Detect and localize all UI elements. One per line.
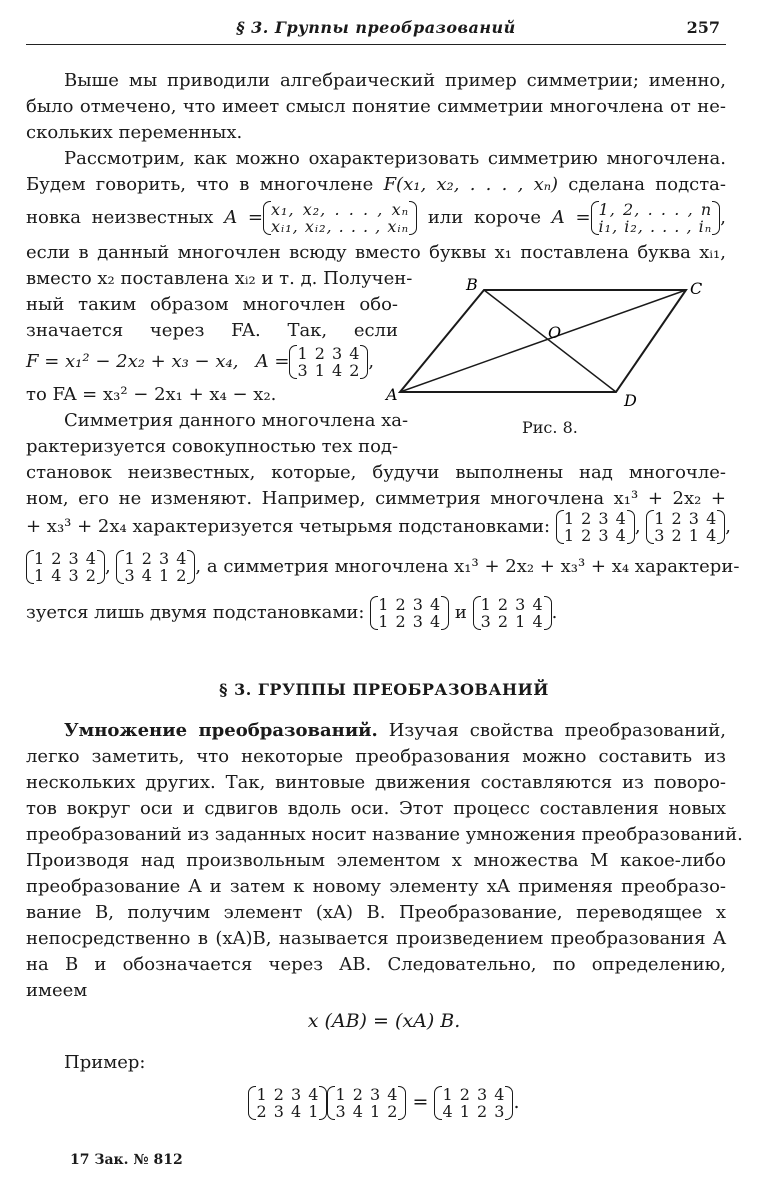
equals-sign: = — [412, 1091, 429, 1113]
formula-example-product — [0, 1086, 768, 1120]
matrix-top-row: 1 2 3 4 — [563, 509, 627, 528]
text-line: преобразований из заданных носит название умножения преобразований. — [26, 824, 743, 845]
substitution-matrix — [248, 1086, 327, 1120]
text-fragment: сделана подста- — [568, 174, 726, 195]
section-title: § 3. ГРУППЫ ПРЕОБРАЗОВАНИЙ — [219, 680, 549, 699]
substitution-matrix — [646, 510, 725, 544]
formula-product-definition: x (AB) = (xA) B. — [307, 1010, 461, 1032]
matrix-top-row: 1, 2, . . . , n — [598, 200, 713, 219]
matrix-bottom-row: 3 2 1 4 — [654, 526, 718, 545]
substitution-matrix — [473, 596, 552, 630]
text-line: было отмечено, что имеет смысл понятие симметрии многочлена от не- — [26, 96, 726, 117]
header-rule — [26, 44, 726, 45]
text-line: нескольких других. Так, винтовые движения составляются из поворо- — [26, 772, 726, 793]
matrix-bottom-row: 3 1 4 2 — [297, 361, 361, 380]
punctuation: , — [368, 351, 375, 372]
text-line: на B и обозначается через AB. Следовательно, по определению, — [26, 954, 726, 975]
running-header — [26, 16, 726, 42]
printer-signature: 17 Зак. № 812 — [70, 1152, 183, 1168]
substitution-matrix — [556, 510, 635, 544]
substitution-matrix — [370, 596, 449, 630]
vertex-label-c: C — [690, 279, 703, 298]
text-fragment: зуется лишь двумя подстановками: — [26, 602, 365, 623]
punctuation: . — [513, 1091, 520, 1113]
text-line: тов вокруг оси и сдвигов вдоль оси. Этот процесс составления новых — [26, 798, 726, 819]
substitution-matrix — [289, 345, 368, 379]
run-in-heading: Умножение преобразований. — [64, 720, 378, 741]
text-line: зуется лишь двумя подстановками: 1 2 3 4 1 2 3 4 и 1 2 3 4 3 2 1 4 . — [26, 595, 558, 631]
substitution-matrix — [434, 1086, 513, 1120]
formula: A = — [255, 351, 290, 372]
text-line: Выше мы приводили алгебраический пример симметрии; именно, — [64, 70, 726, 91]
text-line — [26, 172, 726, 198]
vertex-label-a: A — [386, 385, 398, 404]
text-line: скольких переменных. — [26, 122, 243, 143]
formula: F(x₁, x₂, . . . , xₙ) — [383, 174, 559, 195]
text-fragment: или короче — [427, 207, 541, 228]
text-line: Симметрия данного многочлена ха- — [64, 410, 409, 431]
matrix-bottom-row: 1 2 3 4 — [378, 612, 442, 631]
text-line: 1 2 3 4 1 4 3 2 , 1 2 3 4 3 4 1 2 , а симметрия многочлена x₁³ + 2x₂ + x₃³ + x₄ характери- — [26, 548, 726, 586]
text-line — [26, 344, 398, 380]
matrix-top-row: x₁, x₂, . . . , xₙ — [271, 200, 410, 219]
text-fragment: и — [454, 602, 467, 623]
running-title: § 3. Группы преобразований — [236, 18, 516, 37]
text-line: Производя над произвольным элементом x множества M какое-либо — [26, 850, 726, 871]
matrix-top-row: 1 2 3 4 — [34, 549, 97, 568]
text-line: то FA = x₃² − 2x₁ + x₄ − x₂. — [26, 384, 277, 405]
substitution-matrix — [327, 1086, 406, 1120]
matrix-top-row: 1 2 3 4 — [654, 509, 718, 528]
substitution-matrix — [26, 550, 105, 584]
matrix-bottom-row: i₁, i₂, . . . , iₙ — [598, 217, 713, 236]
matrix-bottom-row: xᵢ₁, xᵢ₂, . . . , xᵢₙ — [271, 217, 410, 236]
text-line: вместо x₂ поставлена xᵢ₂ и т. д. Получен- — [26, 268, 413, 289]
text-fragment: , а симметрия многочлена x₁³ + 2x₂ + x₃³ + x₄ характери- — [195, 556, 740, 577]
matrix-bottom-row: 3 4 1 2 — [124, 566, 188, 585]
matrix-bottom-row: 1 2 3 4 — [563, 526, 627, 545]
text-line: становок неизвестных, которые, будучи выполнены над многочле- — [26, 462, 726, 483]
parallelogram-diagram — [384, 270, 734, 440]
vertex-label-b: B — [466, 275, 478, 294]
text-line: ный таким образом многочлен обо- — [26, 294, 398, 315]
substitution-matrix — [263, 201, 417, 235]
center-label-o: O — [548, 323, 562, 342]
matrix-bottom-row: 4 1 2 3 — [442, 1102, 506, 1121]
matrix-top-row: 1 2 3 4 — [256, 1085, 320, 1104]
text-line: значается через FA. Так, если — [26, 320, 398, 341]
figure-parallelogram — [384, 270, 734, 440]
text-line: вание B, получим элемент (xA) B. Преобразование, переводящее x — [26, 902, 726, 923]
matrix-top-row: 1 2 3 4 — [297, 344, 361, 363]
figure-caption: Рис. 8. — [522, 418, 578, 437]
matrix-top-row: 1 2 3 4 — [442, 1085, 506, 1104]
matrix-top-row: 1 2 3 4 — [124, 549, 188, 568]
matrix-top-row: 1 2 3 4 — [378, 595, 442, 614]
formula: F = x₁² − 2x₂ + x₃ − x₄, — [26, 351, 239, 372]
substitution-matrix — [116, 550, 195, 584]
text-fragment: Изучая свойства преобразований, — [388, 720, 726, 741]
formula: A = — [551, 207, 591, 228]
text-line: имеем — [26, 980, 88, 1001]
text-line — [26, 200, 726, 236]
matrix-bottom-row: 3 2 1 4 — [480, 612, 544, 631]
vertex-label-d: D — [624, 391, 637, 410]
text-line: Рассмотрим, как можно охарактеризовать симметрию многочлена. — [64, 148, 726, 169]
matrix-top-row: 1 2 3 4 — [335, 1085, 399, 1104]
matrix-bottom-row: 3 4 1 2 — [335, 1102, 399, 1121]
text-line: преобразование A и затем к новому элементу xA применяя преобразо- — [26, 876, 726, 897]
text-line: непосредственно в (xA)B, называется произведением преобразования A — [26, 928, 726, 949]
text-line: рактеризуется совокупностью тех под- — [26, 436, 399, 457]
matrix-bottom-row: 1 4 3 2 — [34, 566, 97, 585]
text-line: если в данный многочлен всюду вместо буквы x₁ поставлена буква xᵢ₁, — [26, 242, 726, 263]
matrix-bottom-row: 2 3 4 1 — [256, 1102, 320, 1121]
page-number: 257 — [686, 18, 720, 37]
text-line — [26, 718, 726, 744]
text-fragment: новка неизвестных — [26, 207, 214, 228]
text-line: легко заметить, что некоторые преобразования можно составить из — [26, 746, 726, 767]
text-line: + x₃³ + 2x₄ характеризуется четырьмя подстановками: 1 2 3 4 1 2 3 4 , 1 2 3 4 3 2 1 4 , — [26, 509, 731, 545]
substitution-matrix — [591, 201, 721, 235]
text-fragment: Будем говорить, что в многочлене — [26, 174, 374, 195]
text-line: ном, его не изменяют. Например, симметрия многочлена x₁³ + 2x₂ + — [26, 488, 726, 509]
text-fragment: + x₃³ + 2x₄ характеризуется четырьмя подстановками: — [26, 516, 551, 537]
punctuation: , — [720, 207, 726, 228]
matrix-top-row: 1 2 3 4 — [480, 595, 544, 614]
formula: A = — [224, 207, 263, 228]
example-label: Пример: — [64, 1052, 146, 1073]
